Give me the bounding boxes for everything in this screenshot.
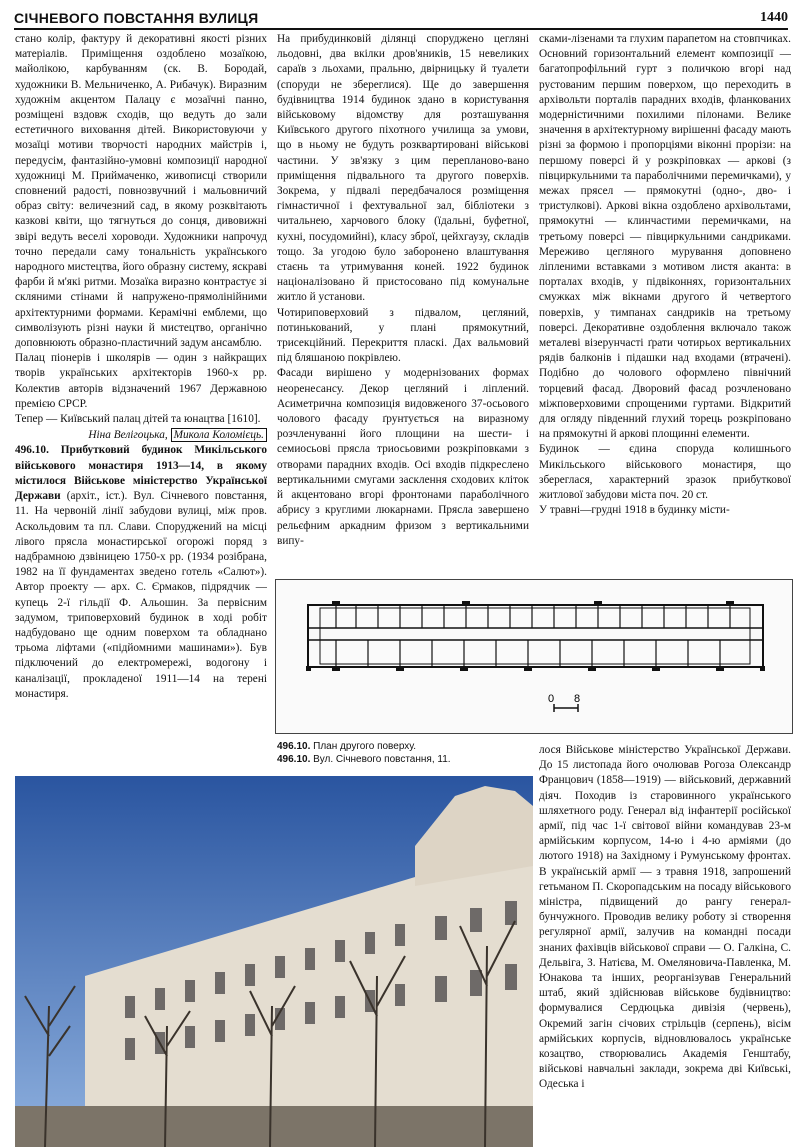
paragraph: стано колір, фактуру й декоративні якості різних матеріалів. Приміщення оздоблено мозаїкою, майолікою, карбуванням (ск. В. Бородай, художники В. Мельниченко, А. Рибачук). Виразним художнім акцентом Палацу є мозаїчні панно, розміщені вздовж сходів, що ведуть до зали естетичного виховання дітей. Використовуючи у мозаїці мотиви творчості народних майстрів і, передусім, фантазійно-умовні композиції народної художниці М. Приймаченко, живописці створили сповнений радості, повнозвучний і мальовничий образ світу: величезний сад, в якому розквітають казкові квіти, що тягнуться до сонця, дивовижні звірі ведуть веселі хороводи. Художники напрочуд точно передали саму тональність українського народного мистецтва, його образну систему, яскраві фарби й м'які ритми. Мозаїка виразно контрастує зі скляними стінами й напружено-прямолінійними архітектурними формами. Керамічні емблеми, що символізують різні науки й мистецтво, органічно доповнюють образно-пластичний задум ансамблю. [15, 33, 267, 350]
caption-photo [277, 754, 532, 767]
paragraph: Чотириповерховий з підвалом, цегляний, потинькований, у плані прямокутний, трисекційний. Перекриття пласкі. Дах вальмовий під бляшаною покрівлею. [277, 306, 529, 365]
paragraph: Палац піонерів і школярів — один з найкращих творів українських архітекторів 1960-х рр. Колектив авторів відзначений 1967 Державною премією СРСР. [15, 352, 267, 410]
page-number: 1440 [760, 10, 788, 25]
paragraph: лося Військове міністерство Української Держави. До 15 листопада його очолював Рогоза Олександр Францович (1858—1919) — військовий, державний діяч. Походив із старовинного українського шляхетного роду. Генерал від інфантерії російської армії, під час 1-ї світової війни командував 23-м армійським корпусом, 14-ю і 4-ю арміями (до лютого 1918) на Західному і Румунському фронтах. В українській армії — з травня 1918, запрошений гетьманом П. Скоропадським на посаду військового міністра, підвищений до рангу генерал-бунчужного. Проводив велику роботу зі створення регулярної армії, залучив на командні посади знаних фахівців військової справи — О. Галкіна, С. Дельвіга, З. Натієва, М. Омеляновича-Павленка, М. Юнакова та інших, реорганізував Генеральний штаб, який здійснював військове будівництво: формувалися Сердюцька дивізія (червень), Окремий загін січових стрільців (серпень), вісім армійських корпусів, відновлювалось українське козацтво, створювались Академія Генштабу, військові навчальні заклади, зокрема дві Київські, Одеська і [539, 744, 791, 1091]
entry-title: 496.10. Прибутковий будинок Микільського військового монастиря 1913—14, в якому містилося Військове міністерство Української Держави [15, 444, 267, 503]
floor-plan-figure [275, 579, 793, 734]
paragraph: Тепер — Київський палац дітей та юнацтва [1610]. [15, 413, 261, 426]
figure-captions [277, 741, 532, 766]
scale-label-zero: 0 [548, 693, 555, 705]
building-photo-drawing [15, 776, 533, 1147]
floor-plan-drawing [276, 580, 792, 733]
scale-label-eight: 8 [574, 693, 581, 705]
caption-number: 496.10. [277, 753, 311, 765]
paragraph: У травні—грудні 1918 в будинку місти- [539, 504, 730, 517]
column-2 [277, 32, 529, 572]
caption-number: 496.10. [277, 741, 311, 752]
caption-text: План другого поверху. [310, 741, 417, 752]
column-4 [539, 743, 791, 1147]
authors-line [15, 428, 267, 443]
paragraph: Будинок — єдина споруда колишнього Микільського військового монастиря, що збереглася, характерний зразок прибуткової житлової забудови міста поч. 20 ст. [539, 443, 791, 502]
header-title: СІЧНЕВОГО ПОВСТАННЯ ВУЛИЦЯ [14, 10, 259, 26]
entry-body: (архіт., іст.). Вул. Січневого повстання, 11. На червоній лінії забудови вулиці, між пров. Аскольдовим та пл. Слави. Споруджений на місці лівого прясла монастирської огорожі поряд з надбрамною дзвіницею 1750-х рр. (1934 розібрана, 1982 на її фундаментах зведено готель «Салют»). Автор проекту — арх. С. Єрмаков, підрядчик — купець 2-ї гільдії Ф. Альошин. За первісним задумом, триповерховий будинок в ході робіт надбудовано ще одним поверхом та обладнано трьома ліфтами («підйомними машинами»). Був підключений до електромережі, водогону і каналізації, прокладеної 1911—14 на терені монастиря. [15, 490, 267, 700]
entry-paragraph [15, 443, 267, 701]
paragraph: сками-лізенами та глухим парапетом на стовпчиках. Основний горизонтальний елемент композиції — багатопрофільний гурт з поличкою вгорі над рустованим першим поверхом, що переходить в архівольти порталів парадних входів, фланкованих модерністичними похилими пілонами. Велике значення в архітектурному вирішенні фасаду мають різні за формою і пропорціями віконні прорізи: на першому поверсі й у розкріповках — аркові (з півциркульними та параболічними перемичками), у межах прясел — прямокутні (одно-, дво- і тристулкові). Аркові вікна оздоблено архівольтами, прямокутні — клинчастими перемичками, на третьому поверсі — півциркульними сандриками. Мереживо цегляного мурування доповнено ліпленими вставками з мотивом листя аканта: в порталах входів, у підвіконнях, горизонтальних смужках між вікнами другого й четвертого поверхів, у тимпанах сандриків на третьому поверсі. Декоративне оздоблення включало також металеві візерунчасті ґрати чотирьох вертикальних рядів балконів і підашки над входами (втрачені). Подібно до чолового оформлено північний торцевий фасад. Дворовий фасад розчленовано міжповерховими спрощеними гуртами. Відкритий для огляду південний глухий торець розкріповано на прямокутні й аркові площинні елементи. [539, 33, 791, 441]
paragraph: На прибудинковій ділянці споруджено цегляні льодовні, два вкілки дров'яників, 15 невеликих сараїв з льохами, пральню, двірницьку й туалети (споруди не збереглися). Ще до завершення будівництва 1914 будинок здано в користування військовому відомству для розташування Київського другого піхотного училища за умови, що в ньому не будуть розквартировані військові частини. У зв'язку з цим перепланово-вано приміщення підвального та другого поверхів. Зокрема, у підвалі передбачалося розміщення гімнастичної і фехтувальної зал, бібліотеки з читальнею, харчового блоку (їдальні, буфетної, кухні, посудомийні), класу зброї, цейхгаузу, складів тощо. За угодою було заборонено влаштування стаєнь та утримування коней. 1922 будинок націоналізовано й пристосовано під комунальне житло й установи. [277, 33, 529, 304]
paragraph: Фасади вирішено у модернізованих формах неоренесансу. Декор цегляний і ліплений. Асиметрична композиція видовженого 37-осьового чолового фасаду ґрунтується на виразному розчленуванні його площини на шести- і семиосьові прясла триосьовими розкріповками з отворами парадних входів. Осі входів підкреслено вертикальними смугами засклення сходових кліток й акцентовано вгорі фронтонами параболічного абрису з круглими люкарнами. Прясла завершено рельєфним аркадним фризом з вертикальними випу- [277, 367, 529, 547]
author-name: Ніна Велігоцька, [88, 429, 168, 442]
author-name-boxed: Микола Коломієць. [171, 428, 267, 442]
running-header [14, 8, 788, 30]
column-3 [539, 32, 791, 572]
caption-plan [277, 741, 532, 754]
building-photo [15, 776, 533, 1147]
column-1 [15, 32, 267, 772]
caption-text: Вул. Січневого повстання, 11. [310, 753, 451, 765]
